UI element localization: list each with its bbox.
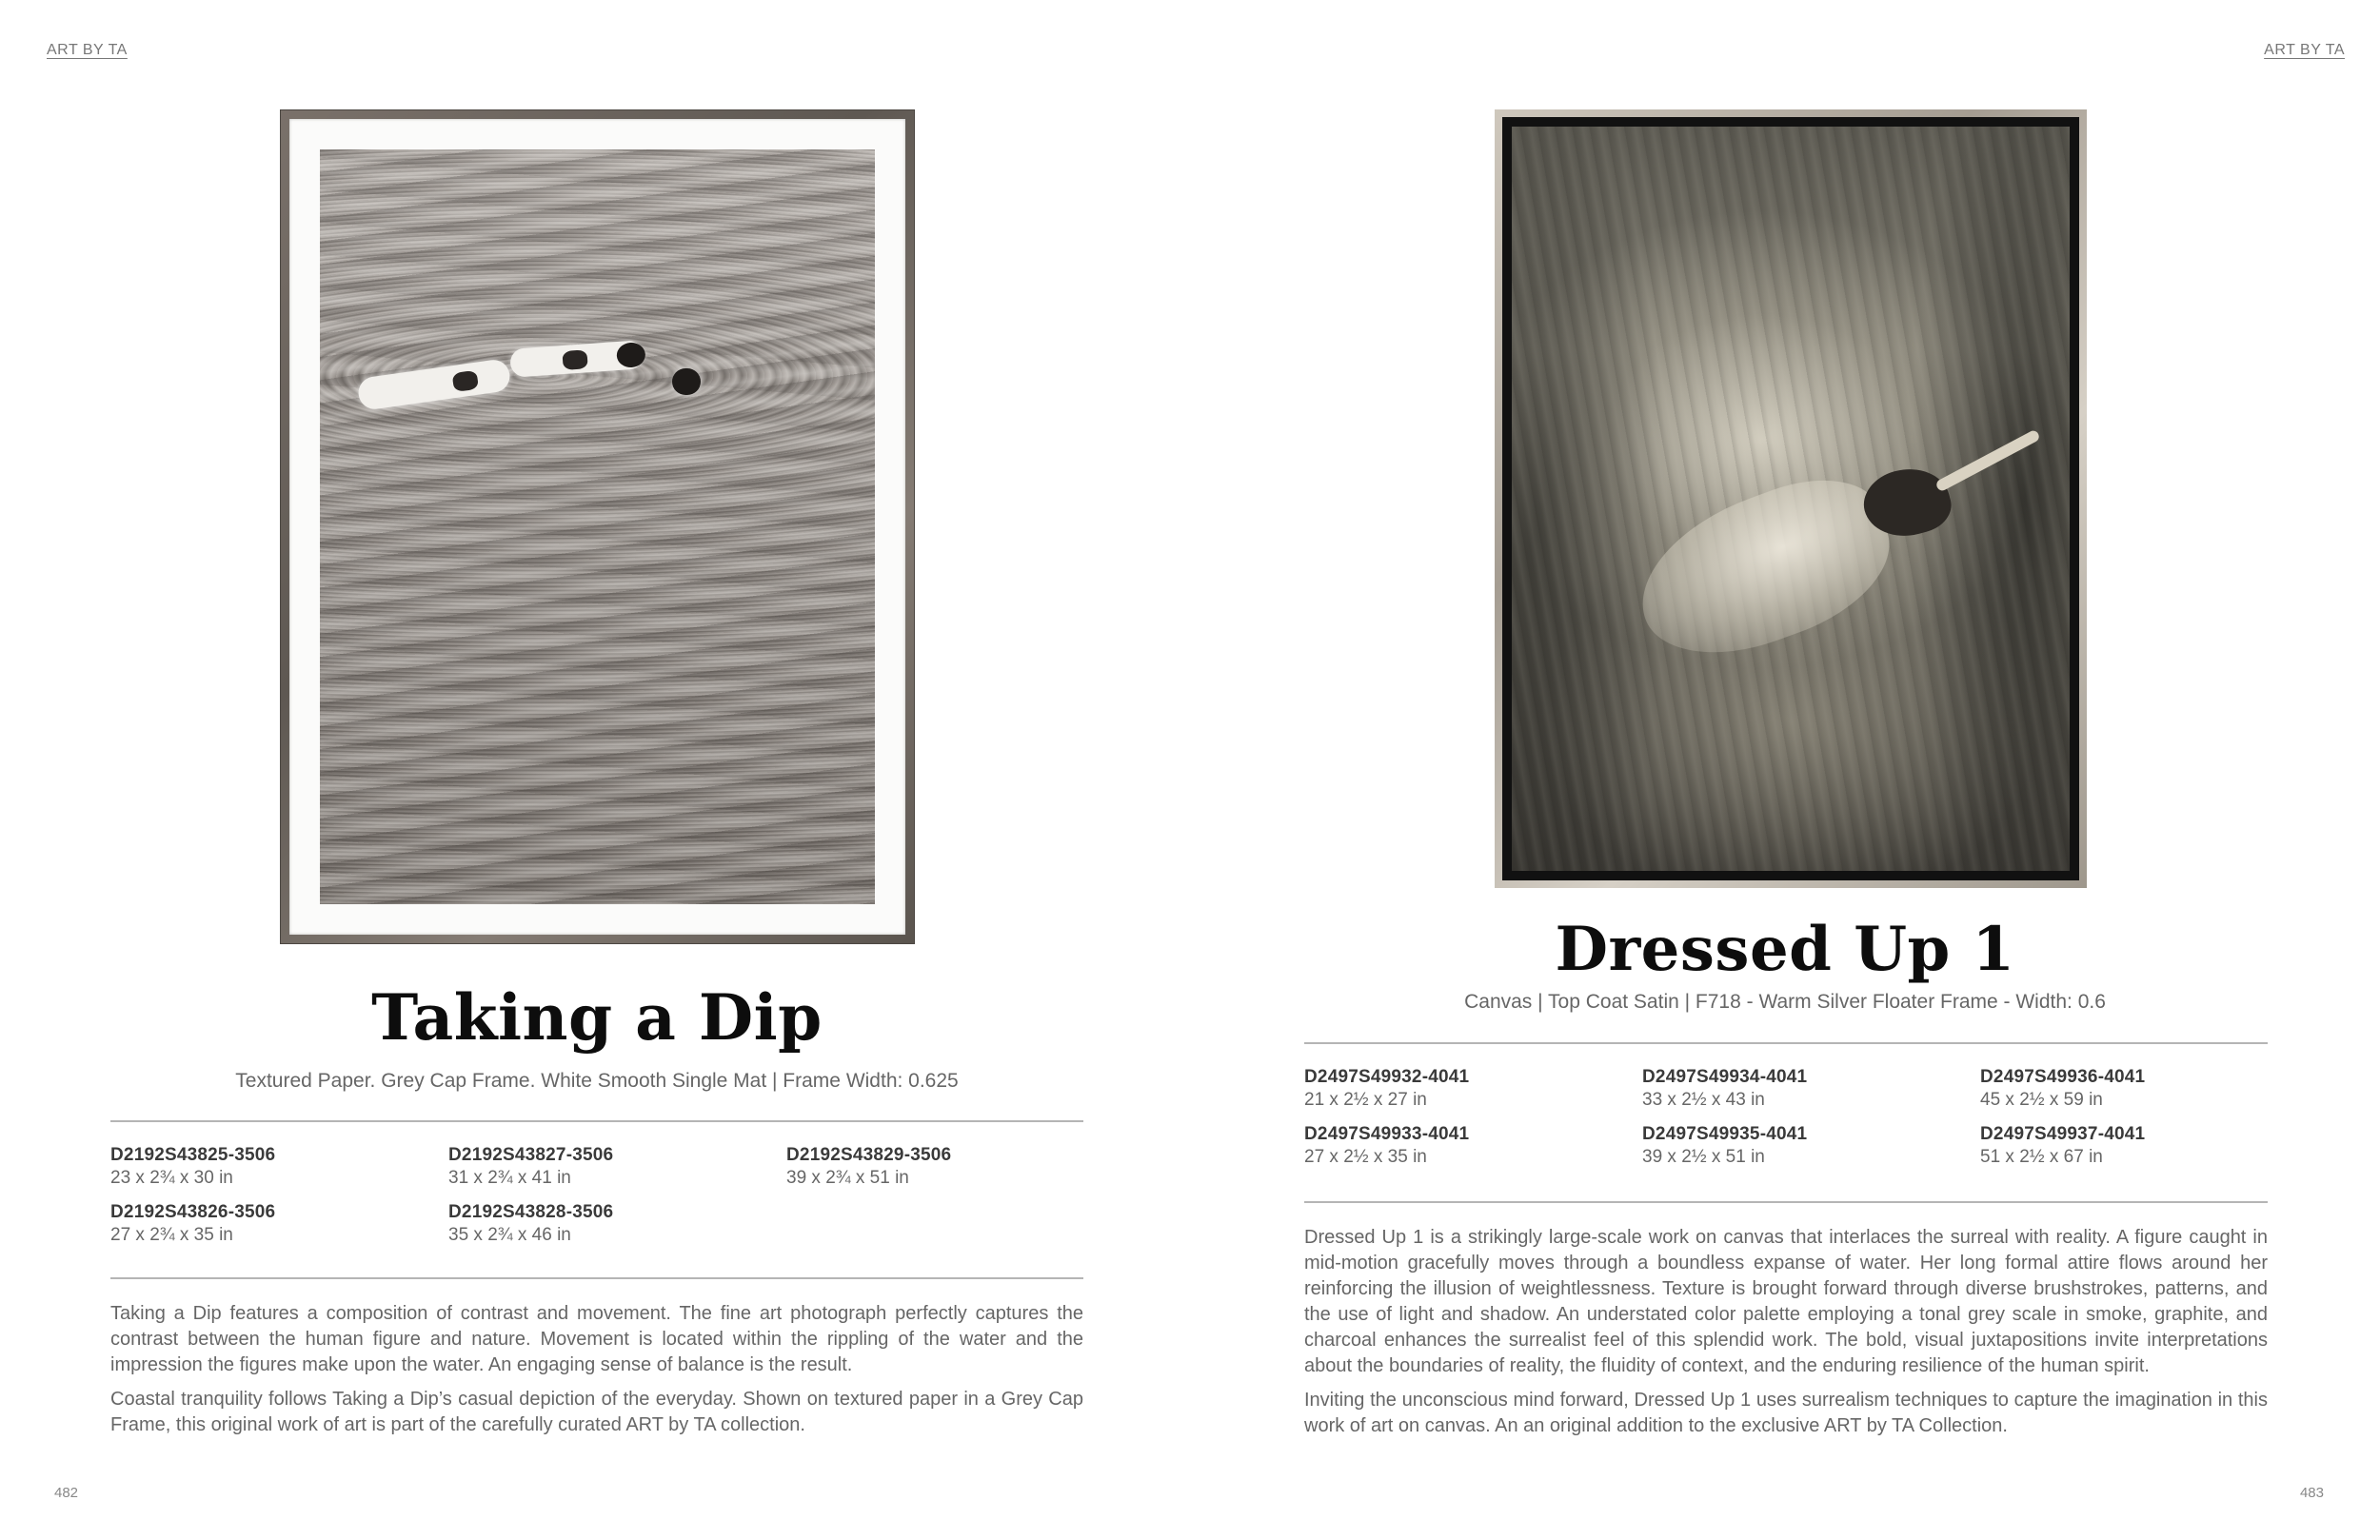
- size-option: [1980, 1124, 2318, 1168]
- dimensions: 45 x 2½ x 59 in: [1980, 1090, 2103, 1110]
- dimensions: 33 x 2½ x 43 in: [1642, 1090, 1765, 1110]
- size-option: [1304, 1124, 1642, 1168]
- size-options: [1304, 1067, 2318, 1168]
- description-paragraph: Coastal tranquility follows Taking a Dip’s casual depiction of the everyday. Shown on textured paper in a Grey Cap Frame, this original work of art is part of the carefully curated ART by TA collection.: [110, 1389, 1083, 1435]
- white-mat: [289, 119, 905, 935]
- underwater-painting: [1512, 127, 2070, 871]
- divider-top: [1304, 1042, 2268, 1044]
- divider-bottom: [110, 1277, 1083, 1279]
- divider-bottom: [1304, 1201, 2268, 1203]
- artwork-title: Taking a Dip: [371, 980, 823, 1055]
- artwork-description: [110, 1301, 1083, 1438]
- artwork-title: Dressed Up 1: [1555, 914, 2015, 985]
- artwork-materials: Textured Paper. Grey Cap Frame. White Smooth Single Mat | Frame Width: 0.625: [235, 1070, 959, 1092]
- sku-code: D2497S49937-4041: [1980, 1124, 2146, 1144]
- sku-code: D2192S43825-3506: [110, 1145, 276, 1165]
- description-paragraph: Inviting the unconscious mind forward, Dressed Up 1 uses surrealism techniques to capture the imagination in this work of art on canvas. An an original addition to the exclusive ART by TA Collection.: [1304, 1390, 2268, 1436]
- page-number: 483: [2299, 1485, 2324, 1501]
- dimensions: 21 x 2½ x 27 in: [1304, 1090, 1427, 1110]
- floater-gap: [1502, 117, 2079, 880]
- size-option: [448, 1145, 786, 1189]
- size-option: [786, 1145, 1124, 1189]
- sku-code: D2192S43827-3506: [448, 1145, 614, 1165]
- sku-code: D2497S49934-4041: [1642, 1067, 1808, 1087]
- size-option: [110, 1202, 448, 1246]
- sku-code: D2192S43826-3506: [110, 1202, 276, 1222]
- size-option: [1642, 1124, 1980, 1168]
- sku-code: D2497S49935-4041: [1642, 1124, 1808, 1144]
- size-option: [1980, 1067, 2318, 1111]
- artwork-dressed-up-1: [1495, 109, 2087, 888]
- dimensions: 27 x 2½ x 35 in: [1304, 1147, 1427, 1167]
- sku-code: D2497S49933-4041: [1304, 1124, 1470, 1144]
- dimensions: 39 x 2¾ x 51 in: [786, 1168, 909, 1188]
- page-number: 482: [54, 1485, 79, 1501]
- dimensions: 51 x 2½ x 67 in: [1980, 1147, 2103, 1167]
- description-paragraph: Taking a Dip features a composition of contrast and movement. The fine art photograph perfectly captures the contrast between the human figure and nature. Movement is located within the rippling of the water and the impression the figures make upon the water. An engaging sense of balance is the result.: [110, 1303, 1083, 1375]
- size-option: [110, 1145, 448, 1189]
- dimensions: 31 x 2¾ x 41 in: [448, 1168, 571, 1188]
- description-paragraph: Dressed Up 1 is a strikingly large-scale work on canvas that interlaces the surreal with reality. A figure caught in mid-motion gracefully moves through a boundless expanse of water. Her long formal attire flows around her reinforcing the illusion of weightlessness. Texture is brought forward through diverse brushstrokes, patterns, and the use of light and shadow. An understated color palette employing a tonal grey scale in smoke, graphite, and charcoal enhances the surrealist feel of this splendid work. The bold, visual juxtapositions invite interpretations about the boundaries of reality, the fluidity of context, and the enduring resilience of the human spirit.: [1304, 1227, 2268, 1376]
- dimensions: 27 x 2¾ x 35 in: [110, 1225, 233, 1245]
- artwork-description: [1304, 1225, 2268, 1439]
- brand-label: ART BY TA: [2264, 42, 2345, 58]
- artwork-materials: Canvas | Top Coat Satin | F718 - Warm Silver Floater Frame - Width: 0.6: [1464, 991, 2106, 1013]
- right-page: [1190, 0, 2380, 1540]
- divider-top: [110, 1120, 1083, 1122]
- swimmer-head: [672, 368, 701, 395]
- dimensions: 35 x 2¾ x 46 in: [448, 1225, 571, 1245]
- size-options: [110, 1145, 1124, 1246]
- brand-label: ART BY TA: [47, 42, 128, 58]
- size-option: [1304, 1067, 1642, 1111]
- dimensions: 39 x 2½ x 51 in: [1642, 1147, 1765, 1167]
- artwork-taking-a-dip: [280, 109, 915, 944]
- dimensions: 23 x 2¾ x 30 in: [110, 1168, 233, 1188]
- sku-code: D2497S49936-4041: [1980, 1067, 2146, 1087]
- sku-code: D2192S43829-3506: [786, 1145, 952, 1165]
- water-photograph: [320, 149, 875, 904]
- sku-code: D2192S43828-3506: [448, 1202, 614, 1222]
- sku-code: D2497S49932-4041: [1304, 1067, 1470, 1087]
- size-option: [1642, 1067, 1980, 1111]
- size-option: [448, 1202, 786, 1246]
